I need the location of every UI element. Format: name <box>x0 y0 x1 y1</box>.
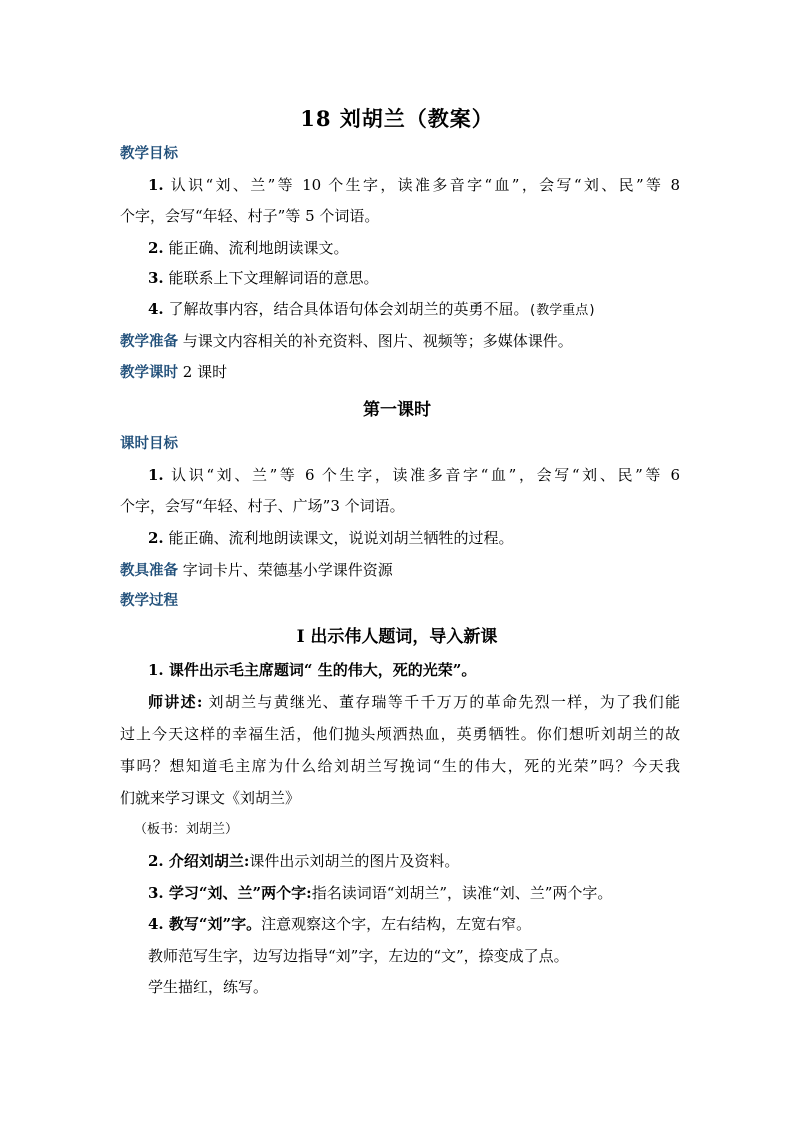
section1-step1: 1. 课件出示毛主席题词“ 生的伟大，死的光荣”。 <box>148 661 477 679</box>
periods-text: 2 课时 <box>182 363 228 381</box>
goal-3-num: 3. <box>148 269 164 287</box>
tools-heading: 教具准备 <box>120 563 178 579</box>
lesson1-goals-heading: 课时目标 <box>120 436 178 452</box>
lesson1-heading: 第一课时 <box>363 400 431 420</box>
section1-step2 <box>148 851 680 871</box>
step2-label: 2. 介绍刘胡兰: <box>148 852 250 870</box>
step4-text: 注意观察这个字，左右结构，左宽右窄。 <box>261 915 532 933</box>
teacher-label: 师讲述: <box>148 693 203 711</box>
teacher-para-line4: 们就来学习课文《刘胡兰》 <box>120 789 301 807</box>
goals-heading: 教学目标 <box>120 146 178 162</box>
lesson1-goal-1-line2: 个字，会写“年轻、村子、广场”3 个词语。 <box>120 497 405 515</box>
lesson1-goal-2-text: 能正确、流利地朗读课文，说说刘胡兰牺牲的过程。 <box>168 529 514 547</box>
goal-1-text: 认识“刘、兰”等 10 个生字，读准多音字“血”，会写“刘、民”等 8 <box>170 176 680 194</box>
section1-heading: Ⅰ 出示伟人题词，导入新课 <box>296 627 498 647</box>
step4-label: 4. 教写“刘”字。 <box>148 915 262 933</box>
goal-3 <box>148 268 680 288</box>
teacher-para-line2: 过上今天这样的幸福生活，他们抛头颅洒热血，英勇牺牲。你们想听刘胡兰的故 <box>120 725 680 743</box>
prep-line <box>120 331 680 352</box>
goal-1-num: 1. <box>148 176 164 194</box>
goal-2-text: 能正确、流利地朗读课文。 <box>168 239 349 257</box>
section1-step4 <box>148 914 680 934</box>
step2-text: 课件出示刘胡兰的图片及资料。 <box>249 852 460 870</box>
lesson1-goal-1-line1 <box>148 465 680 485</box>
goal-3-text: 能联系上下文理解词语的意思。 <box>168 269 379 287</box>
demo-line: 教师范写生字，边写边指导“刘”字，左边的“文”，捺变成了点。 <box>148 947 569 965</box>
step3-label: 3. 学习“刘、兰”两个字: <box>148 884 312 902</box>
goal-1-line1 <box>148 175 680 195</box>
periods-line <box>120 362 680 383</box>
lesson1-goal-1-text: 认识“刘、兰”等 6 个生字，读准多音字“血”，会写“刘、民”等 6 <box>171 466 680 484</box>
periods-heading: 教学课时 <box>120 365 178 381</box>
teacher-para-text1: 刘胡兰与黄继光、董存瑞等千千万万的革命先烈一样，为了我们能 <box>208 693 680 711</box>
goal-4 <box>148 299 680 321</box>
board-note: （板书：刘胡兰） <box>134 822 239 837</box>
lesson1-goal-2 <box>148 528 680 548</box>
prep-heading: 教学准备 <box>120 334 178 350</box>
process-heading: 教学过程 <box>120 593 178 609</box>
goal-4-num: 4. <box>148 300 164 318</box>
lesson1-goal-2-num: 2. <box>148 529 164 547</box>
practice-line: 学生描红，练写。 <box>148 978 269 996</box>
teacher-para-line3: 事吗？想知道毛主席为什么给刘胡兰写挽词“生的伟大，死的光荣”吗？今天我 <box>120 757 680 775</box>
goal-2-num: 2. <box>148 239 164 257</box>
goal-2 <box>148 238 680 258</box>
goal-1-line2: 个字，会写“年轻、村子”等 5 个词语。 <box>120 207 380 225</box>
section1-step3 <box>148 883 680 903</box>
teacher-para-line1 <box>148 692 680 712</box>
tools-line <box>120 560 680 581</box>
goal-4-note: (教学重点) <box>528 303 597 318</box>
goal-4-text: 了解故事内容，结合具体语句体会刘胡兰的英勇不屈。 <box>168 300 529 318</box>
tools-text: 字词卡片、荣德基小学课件资源 <box>182 561 393 579</box>
prep-text: 与课文内容相关的补充资料、图片、视频等；多媒体课件。 <box>182 332 573 350</box>
lesson1-goal-1-num: 1. <box>148 466 164 484</box>
step3-text: 指名读词语“刘胡兰”，读准“刘、兰”两个字。 <box>311 884 613 902</box>
document-title: 18 刘胡兰（教案） <box>300 106 494 131</box>
